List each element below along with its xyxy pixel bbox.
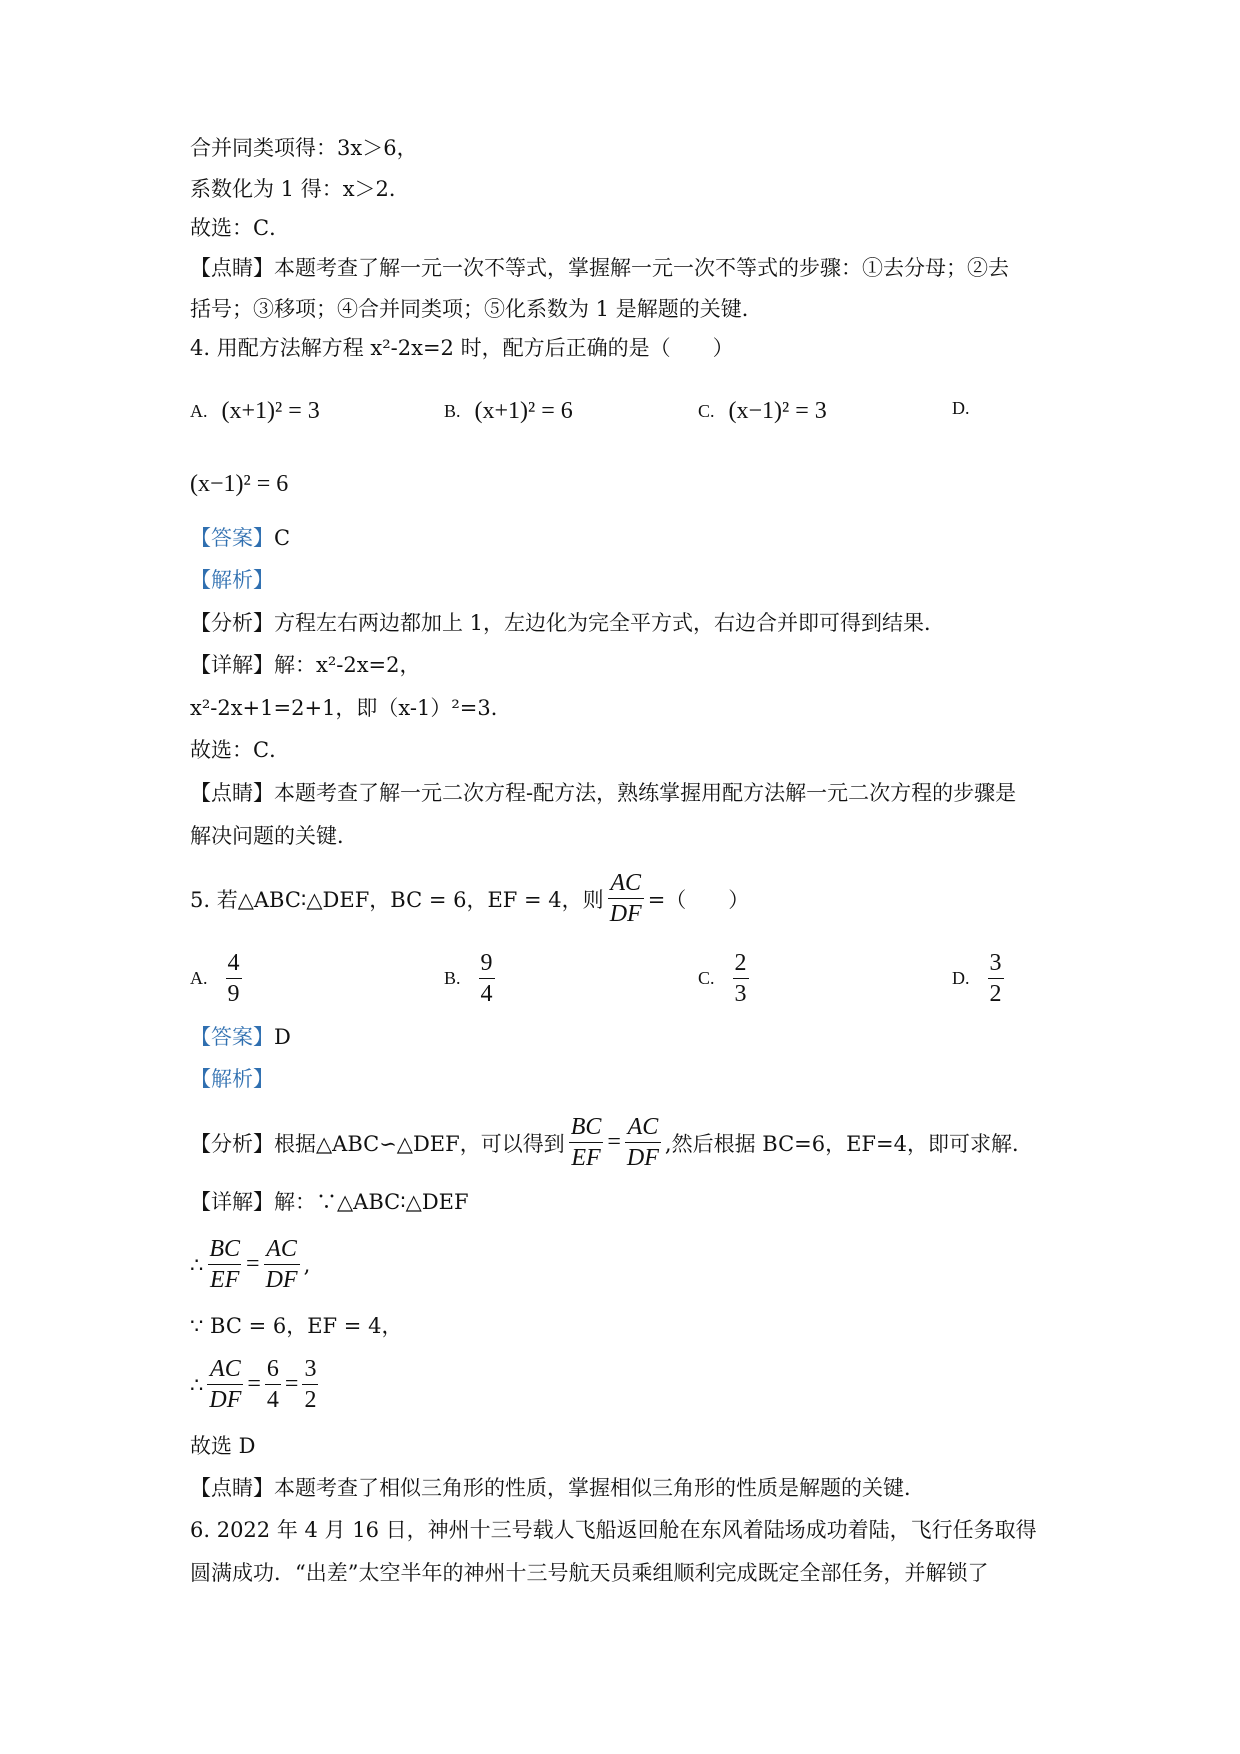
option-label: B.	[444, 968, 461, 988]
text-line: 括号；③移项；④合并同类项；⑤化系数为 1 是解题的关键．	[190, 297, 763, 321]
denominator: 9	[226, 978, 242, 1009]
numerator: 6	[266, 1356, 279, 1382]
numerator: 9	[480, 950, 493, 976]
analysis-tag: 【解析】	[190, 568, 274, 592]
q5-option-a[interactable]	[190, 948, 246, 1009]
fraction	[226, 948, 242, 1009]
option-expr: (x+1)² = 3	[221, 398, 320, 424]
equals-sign: =	[247, 1371, 261, 1397]
q5-step-2	[190, 1234, 310, 1295]
xiangjie-tag: 【详解】	[190, 1190, 274, 1214]
answer-tag: 【答案】	[190, 526, 274, 550]
q5-option-b[interactable]	[444, 948, 499, 1009]
q4-option-d[interactable]	[952, 398, 984, 419]
denominator: 2	[302, 1384, 318, 1415]
q5-option-c[interactable]	[698, 948, 753, 1009]
denominator: 2	[988, 978, 1004, 1009]
dianjing-tag: 【点睛】	[190, 1476, 274, 1500]
option-label: C.	[698, 968, 715, 988]
equals-sign: =	[284, 1371, 299, 1397]
xiangjie-tag: 【详解】	[190, 653, 274, 677]
option-expr: (x+1)² = 6	[474, 398, 573, 424]
q4-option-d-expr: (x−1)² = 6	[190, 471, 289, 497]
fraction	[265, 1354, 281, 1415]
equals-sign: =	[246, 1251, 260, 1277]
fenxi-tag: 【分析】	[190, 611, 274, 635]
fraction	[302, 1354, 318, 1415]
option-label: A.	[190, 968, 208, 988]
numerator: AC	[610, 870, 642, 896]
denominator: 3	[733, 978, 749, 1009]
option-label: D.	[952, 968, 970, 988]
text-line: 系数化为 1 得：x＞2．	[190, 177, 410, 201]
numerator: 3	[989, 950, 1002, 976]
question-5-stem	[190, 868, 749, 929]
therefore-symbol: ∴	[190, 1372, 204, 1397]
q5-option-d[interactable]	[952, 948, 1008, 1009]
answer-tag: 【答案】	[190, 1025, 274, 1049]
fraction	[207, 1234, 242, 1295]
q5-dianjing-line	[190, 1474, 925, 1502]
fenxi-text: 方程左右两边都加上 1，左边化为完全平方式，右边合并即可得到结果．	[274, 611, 946, 635]
text-line: 故选 D	[190, 1434, 256, 1458]
option-label: D.	[952, 398, 970, 418]
fraction	[207, 1354, 243, 1415]
q4-option-a[interactable]	[190, 398, 320, 425]
equals-sign: =	[607, 1129, 621, 1155]
dianjing-tag: 【点睛】	[190, 256, 274, 280]
text-line: 合并同类项得：3x＞6，	[190, 136, 418, 160]
q4-answer-line	[190, 524, 290, 552]
numerator: 4	[227, 950, 240, 976]
numerator: 2	[734, 950, 747, 976]
option-label: B.	[444, 401, 461, 421]
text-line: ∵ BC = 6，EF = 4，	[190, 1314, 403, 1338]
fenxi-text: 根据△ABC∽△DEF，可以得到	[274, 1131, 565, 1156]
answer-value: D	[274, 1025, 291, 1049]
option-label: A.	[190, 401, 208, 421]
fraction	[988, 948, 1004, 1009]
fraction	[264, 1234, 300, 1295]
stem-text: =（ ）	[647, 887, 750, 912]
dianjing-text: 本题考查了解一元一次不等式，掌握解一元一次不等式的步骤：①去分母；②去	[274, 256, 1009, 280]
q4-option-b[interactable]	[444, 398, 573, 425]
dianjing-text: 本题考查了解一元二次方程-配方法，熟练掌握用配方法解一元二次方程的步骤是	[274, 781, 1017, 805]
stem-text: 5. 若△ABC∶△DEF，BC = 6，EF = 4，则	[190, 887, 604, 912]
fraction	[479, 948, 495, 1009]
question-6-line: 圆满成功．“出差”太空半年的神州十三号航天员乘组顺利完成既定全部任务，并解锁了	[190, 1561, 989, 1585]
denominator: EF	[208, 1264, 241, 1295]
xiangjie-text: 解：x²-2x=2，	[274, 653, 421, 677]
text-line: x²-2x+1=2+1，即（x-1）²=3．	[190, 696, 512, 720]
q5-answer-line	[190, 1023, 291, 1051]
fraction	[569, 1112, 604, 1173]
numerator: AC	[266, 1236, 297, 1262]
therefore-symbol: ∴	[190, 1252, 204, 1277]
fraction	[608, 868, 644, 929]
numerator: 3	[304, 1356, 317, 1382]
denominator: 4	[265, 1384, 281, 1415]
option-expr: (x−1)² = 3	[728, 398, 827, 424]
option-label: C.	[698, 401, 715, 421]
q4-dianjing-line	[190, 779, 1016, 807]
q4-option-c[interactable]	[698, 398, 827, 425]
fenxi-tag: 【分析】	[190, 1131, 274, 1156]
dianjing-text: 本题考查了相似三角形的性质，掌握相似三角形的性质是解题的关键．	[274, 1476, 925, 1500]
denominator: DF	[207, 1384, 243, 1415]
punctuation: ,	[303, 1252, 311, 1277]
denominator: 4	[479, 978, 495, 1009]
text-line: 故选：C．	[190, 216, 291, 240]
question-4-stem: 4. 用配方法解方程 x²-2x=2 时，配方后正确的是（ ）	[190, 336, 734, 360]
denominator: DF	[625, 1142, 661, 1173]
text-line: 故选：C．	[190, 738, 291, 762]
q4-fenxi-line	[190, 609, 945, 637]
fraction	[733, 948, 749, 1009]
numerator: AC	[627, 1114, 659, 1140]
numerator: AC	[210, 1356, 241, 1382]
denominator: EF	[569, 1142, 602, 1173]
fenxi-text: ,然后根据 BC=6，EF=4，即可求解．	[664, 1131, 1033, 1156]
q5-step-4	[190, 1354, 322, 1415]
q5-fenxi-line	[190, 1112, 1033, 1173]
dianjing-tag: 【点睛】	[190, 781, 274, 805]
q4-xiangjie-line	[190, 651, 421, 679]
text-line: 解决问题的关键．	[190, 824, 358, 848]
numerator: BC	[209, 1236, 241, 1262]
answer-value: C	[274, 526, 291, 550]
analysis-tag: 【解析】	[190, 1067, 274, 1091]
numerator: BC	[570, 1114, 602, 1140]
xiangjie-text: 解：∵△ABC∶△DEF	[274, 1190, 469, 1214]
question-6-line: 6. 2022 年 4 月 16 日，神州十三号载人飞船返回舱在东风着陆场成功着陆，飞行任务取得	[190, 1518, 1037, 1542]
fraction	[625, 1112, 661, 1173]
denominator: DF	[608, 898, 644, 929]
q5-xiangjie-line	[190, 1188, 469, 1216]
denominator: DF	[264, 1264, 300, 1295]
dianjing-line	[190, 254, 1009, 282]
